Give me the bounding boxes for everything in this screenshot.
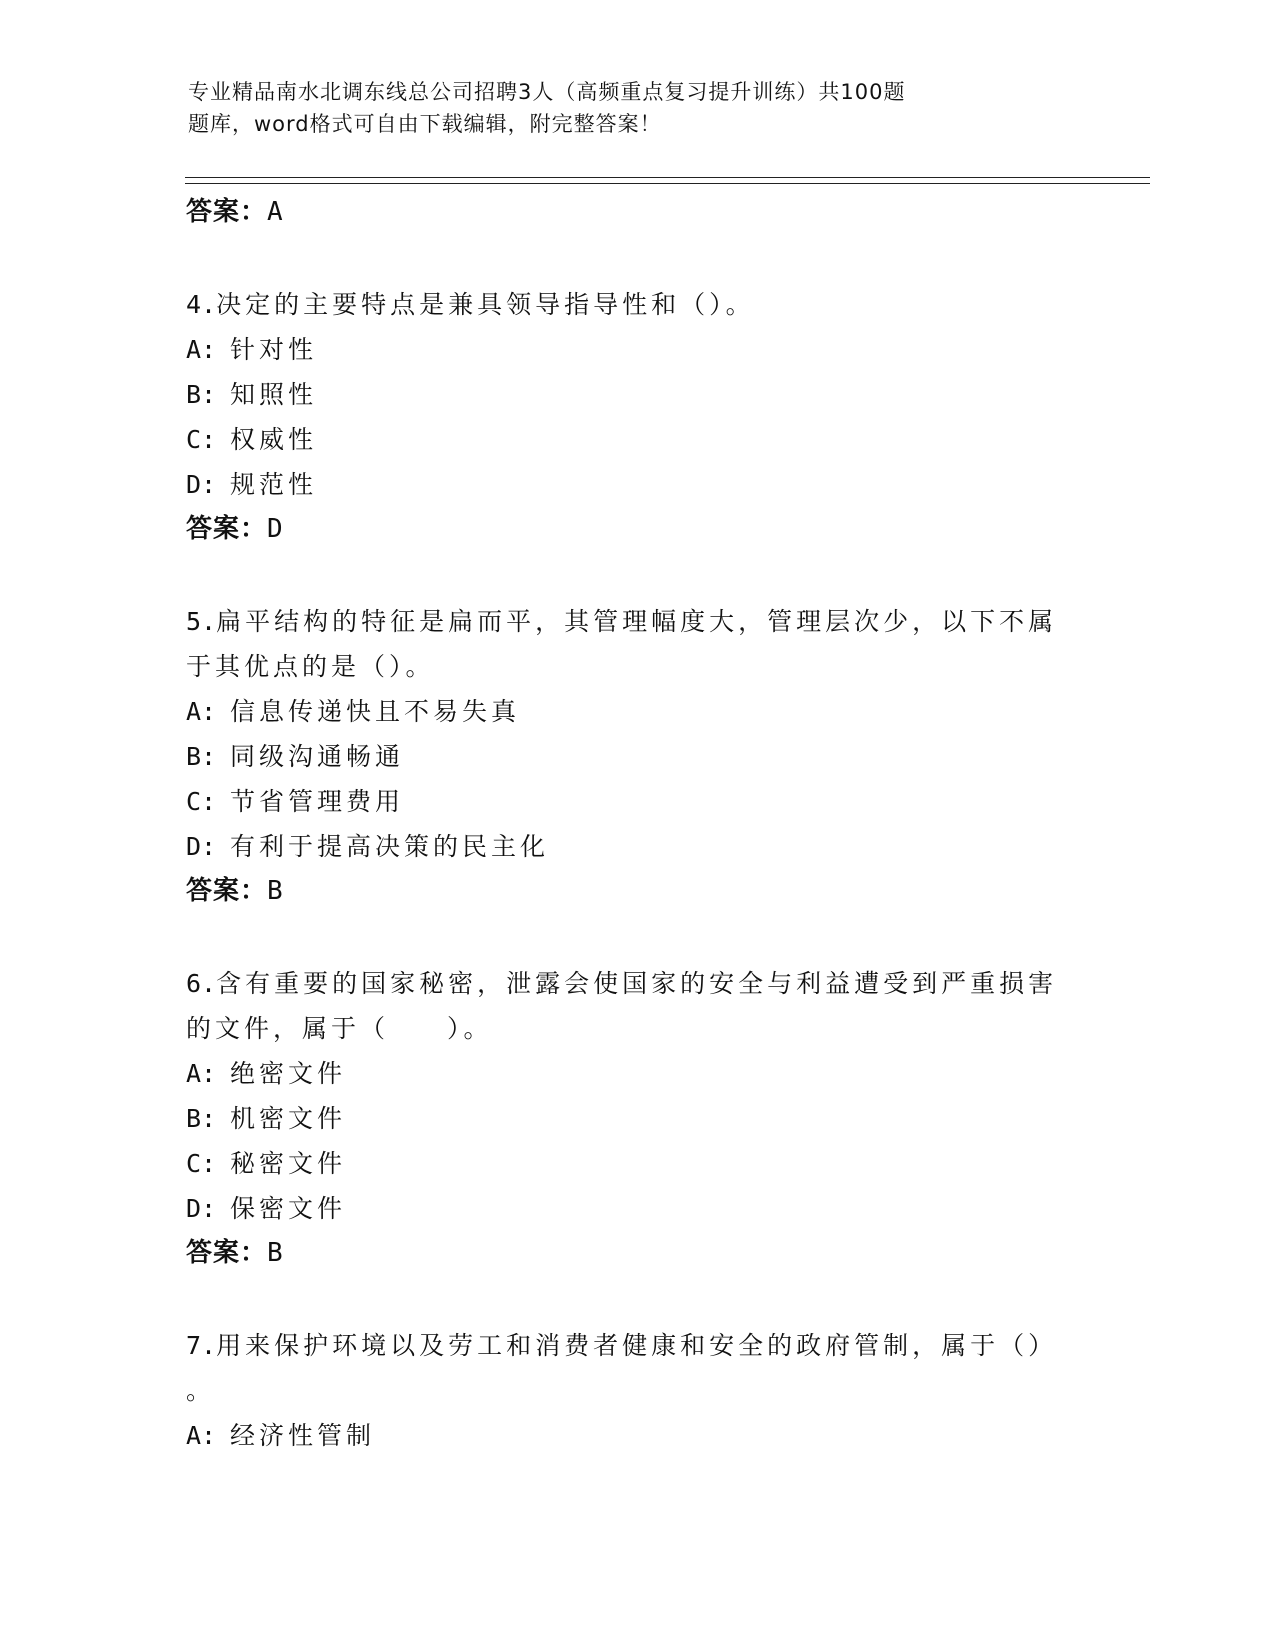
question-text-continued: 的文件，属于（ ）。 [186, 1014, 493, 1043]
answer-label: 答案： [186, 1238, 268, 1268]
option-text: 绝密文件 [230, 1059, 347, 1088]
answer-line [186, 869, 1086, 913]
question-text: 5.扁平结构的特征是扁而平，其管理幅度大，管理层次少，以下不属 [186, 607, 1058, 636]
option-text: 保密文件 [230, 1194, 347, 1223]
option-key: A: [186, 697, 217, 726]
option-text: 信息传递快且不易失真 [230, 697, 521, 726]
option-text: 经济性管制 [230, 1421, 376, 1450]
document-header [188, 76, 1028, 140]
question-number: 6. [186, 969, 217, 998]
option-text: 秘密文件 [230, 1149, 347, 1178]
option-text: 权威性 [230, 425, 318, 454]
option-c [186, 779, 1086, 824]
option-a [186, 689, 1086, 734]
question-number: 4. [186, 290, 217, 319]
answer-value: D [267, 514, 284, 544]
answer-value: B [267, 876, 284, 906]
option-text: 知照性 [230, 380, 318, 409]
option-key: A: [186, 335, 217, 364]
option-text: 规范性 [230, 470, 318, 499]
option-a [186, 1051, 1086, 1096]
answer-line [186, 190, 1086, 234]
option-text: 有利于提高决策的民主化 [230, 832, 550, 861]
answer-value: B [267, 1238, 284, 1268]
question-7 [186, 1323, 1086, 1458]
option-text: 针对性 [230, 335, 318, 364]
option-key: D: [186, 1194, 217, 1223]
option-key: C: [186, 787, 217, 816]
option-d [186, 824, 1086, 869]
question-4 [186, 282, 1086, 551]
answer-label: 答案： [186, 514, 268, 544]
option-d [186, 462, 1086, 507]
option-key: B: [186, 380, 217, 409]
header-line-1: 专业精品南水北调东线总公司招聘3人（高频重点复习提升训练）共100题 [188, 80, 906, 104]
question-number: 7. [186, 1331, 217, 1360]
option-b [186, 1096, 1086, 1141]
question-list [186, 190, 1086, 1458]
option-key: B: [186, 742, 217, 771]
option-key: A: [186, 1421, 217, 1450]
answer-value: A [267, 197, 284, 227]
question-text-continued: 于其优点的是（）。 [186, 652, 435, 681]
option-d [186, 1186, 1086, 1231]
answer-label: 答案： [186, 197, 268, 227]
option-key: A: [186, 1059, 217, 1088]
option-key: D: [186, 832, 217, 861]
option-key: C: [186, 425, 217, 454]
option-text: 机密文件 [230, 1104, 347, 1133]
option-text: 同级沟通畅通 [230, 742, 405, 771]
option-a [186, 1413, 1086, 1458]
header-divider-bottom [185, 183, 1150, 184]
option-a [186, 327, 1086, 372]
answer-line [186, 1231, 1086, 1275]
question-text-continued: 。 [186, 1376, 216, 1405]
question-text: 7.用来保护环境以及劳工和消费者健康和安全的政府管制，属于（） [186, 1331, 1058, 1360]
option-c [186, 417, 1086, 462]
question-6 [186, 961, 1086, 1275]
option-key: D: [186, 470, 217, 499]
header-line-2: 题库，word格式可自由下载编辑，附完整答案！ [188, 112, 662, 136]
header-divider-top [185, 177, 1150, 178]
question-number: 5. [186, 607, 217, 636]
option-text: 节省管理费用 [230, 787, 405, 816]
option-key: C: [186, 1149, 217, 1178]
option-c [186, 1141, 1086, 1186]
question-text: 6.含有重要的国家秘密，泄露会使国家的安全与利益遭受到严重损害 [186, 969, 1058, 998]
answer-label: 答案： [186, 876, 268, 906]
question-5 [186, 599, 1086, 913]
option-b [186, 734, 1086, 779]
question-text: 4.决定的主要特点是兼具领导指导性和（）。 [186, 290, 755, 319]
option-key: B: [186, 1104, 217, 1133]
answer-line [186, 507, 1086, 551]
option-b [186, 372, 1086, 417]
